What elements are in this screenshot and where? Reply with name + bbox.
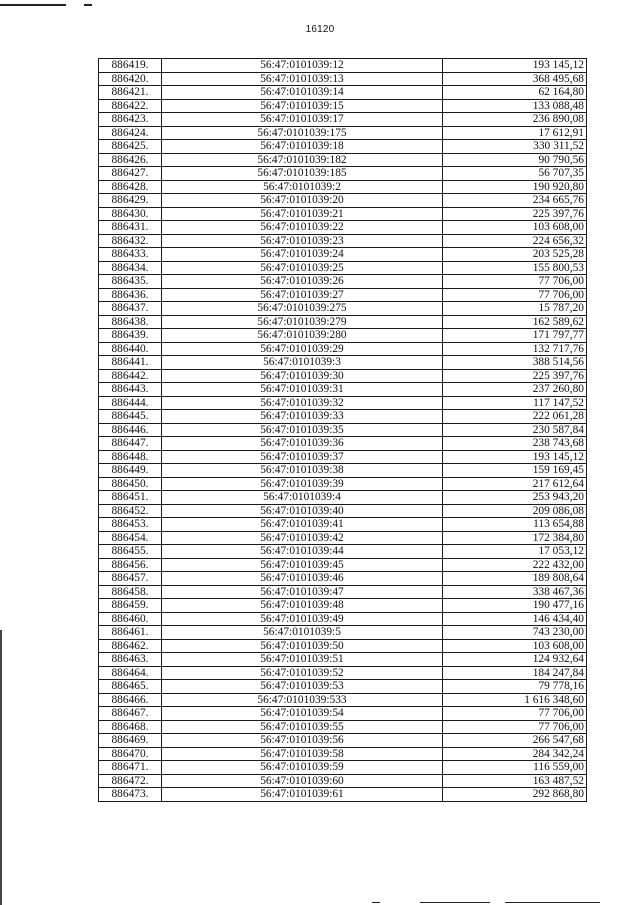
row-number-cell: 886431.	[99, 221, 162, 235]
table-row	[99, 329, 587, 343]
table-row	[99, 275, 587, 289]
row-number-cell: 886423.	[99, 113, 162, 127]
cadastral-number-cell: 56:47:0101039:39	[162, 477, 443, 491]
row-number-cell: 886424.	[99, 126, 162, 140]
cadastral-number-cell: 56:47:0101039:27	[162, 288, 443, 302]
table-row	[99, 194, 587, 208]
table-row	[99, 464, 587, 478]
row-number-cell: 886448.	[99, 450, 162, 464]
cadastral-value-cell: 132 717,76	[443, 342, 587, 356]
cadastral-value-cell: 146 434,40	[443, 612, 587, 626]
cadastral-value-cell: 103 608,00	[443, 639, 587, 653]
table-row	[99, 531, 587, 545]
cadastral-number-cell: 56:47:0101039:22	[162, 221, 443, 235]
cadastral-value-cell: 172 384,80	[443, 531, 587, 545]
cadastral-value-cell: 338 467,36	[443, 585, 587, 599]
table-row	[99, 774, 587, 788]
table-row	[99, 153, 587, 167]
row-number-cell: 886437.	[99, 302, 162, 316]
table-row	[99, 261, 587, 275]
table-body	[99, 59, 587, 802]
cadastral-number-cell: 56:47:0101039:55	[162, 720, 443, 734]
row-number-cell: 886473.	[99, 788, 162, 802]
cadastral-number-cell: 56:47:0101039:175	[162, 126, 443, 140]
table-row	[99, 383, 587, 397]
cadastral-value-cell: 209 086,08	[443, 504, 587, 518]
cadastral-number-cell: 56:47:0101039:4	[162, 491, 443, 505]
row-number-cell: 886439.	[99, 329, 162, 343]
row-number-cell: 886446.	[99, 423, 162, 437]
cadastral-value-cell: 117 147,52	[443, 396, 587, 410]
cadastral-number-cell: 56:47:0101039:30	[162, 369, 443, 383]
table-row	[99, 599, 587, 613]
cadastral-number-cell: 56:47:0101039:41	[162, 518, 443, 532]
cadastral-number-cell: 56:47:0101039:18	[162, 140, 443, 154]
row-number-cell: 886467.	[99, 707, 162, 721]
row-number-cell: 886450.	[99, 477, 162, 491]
cadastral-number-cell: 56:47:0101039:23	[162, 234, 443, 248]
cadastral-number-cell: 56:47:0101039:47	[162, 585, 443, 599]
cadastral-value-cell: 77 706,00	[443, 707, 587, 721]
row-number-cell: 886427.	[99, 167, 162, 181]
page-number: 16120	[305, 24, 335, 35]
cadastral-number-cell: 56:47:0101039:56	[162, 734, 443, 748]
row-number-cell: 886444.	[99, 396, 162, 410]
table-row	[99, 113, 587, 127]
cadastral-value-cell: 237 260,80	[443, 383, 587, 397]
cadastral-value-cell: 284 342,24	[443, 747, 587, 761]
row-number-cell: 886465.	[99, 680, 162, 694]
row-number-cell: 886472.	[99, 774, 162, 788]
table-row	[99, 356, 587, 370]
cadastral-value-cell: 77 706,00	[443, 720, 587, 734]
table-row	[99, 545, 587, 559]
cadastral-number-cell: 56:47:0101039:14	[162, 86, 443, 100]
row-number-cell: 886445.	[99, 410, 162, 424]
row-number-cell: 886430.	[99, 207, 162, 221]
cadastral-number-cell: 56:47:0101039:182	[162, 153, 443, 167]
cadastral-number-cell: 56:47:0101039:37	[162, 450, 443, 464]
cadastral-value-cell: 230 587,84	[443, 423, 587, 437]
table-row	[99, 666, 587, 680]
table-row	[99, 72, 587, 86]
table-row	[99, 369, 587, 383]
cadastral-value-cell: 103 608,00	[443, 221, 587, 235]
row-number-cell: 886421.	[99, 86, 162, 100]
cadastral-number-cell: 56:47:0101039:13	[162, 72, 443, 86]
cadastral-number-cell: 56:47:0101039:35	[162, 423, 443, 437]
cadastral-value-cell: 155 800,53	[443, 261, 587, 275]
cadastral-value-cell: 368 495,68	[443, 72, 587, 86]
cadastral-value-cell: 743 230,00	[443, 626, 587, 640]
cadastral-number-cell: 56:47:0101039:52	[162, 666, 443, 680]
scan-edge-mark	[84, 4, 92, 6]
cadastral-number-cell: 56:47:0101039:3	[162, 356, 443, 370]
table-row	[99, 477, 587, 491]
cadastral-value-cell: 159 169,45	[443, 464, 587, 478]
cadastral-value-cell: 163 487,52	[443, 774, 587, 788]
cadastral-value-cell: 171 797,77	[443, 329, 587, 343]
row-number-cell: 886459.	[99, 599, 162, 613]
cadastral-number-cell: 56:47:0101039:51	[162, 653, 443, 667]
row-number-cell: 886434.	[99, 261, 162, 275]
row-number-cell: 886471.	[99, 761, 162, 775]
cadastral-value-cell: 77 706,00	[443, 288, 587, 302]
table-row	[99, 747, 587, 761]
cadastral-value-cell: 17 053,12	[443, 545, 587, 559]
row-number-cell: 886451.	[99, 491, 162, 505]
table-row	[99, 234, 587, 248]
row-number-cell: 886462.	[99, 639, 162, 653]
cadastral-number-cell: 56:47:0101039:20	[162, 194, 443, 208]
cadastral-value-cell: 222 061,28	[443, 410, 587, 424]
row-number-cell: 886461.	[99, 626, 162, 640]
row-number-cell: 886454.	[99, 531, 162, 545]
cadastral-value-table	[98, 58, 587, 802]
row-number-cell: 886468.	[99, 720, 162, 734]
cadastral-value-cell: 77 706,00	[443, 275, 587, 289]
cadastral-value-cell: 113 654,88	[443, 518, 587, 532]
cadastral-number-cell: 56:47:0101039:33	[162, 410, 443, 424]
row-number-cell: 886436.	[99, 288, 162, 302]
row-number-cell: 886425.	[99, 140, 162, 154]
cadastral-number-cell: 56:47:0101039:46	[162, 572, 443, 586]
cadastral-value-cell: 330 311,52	[443, 140, 587, 154]
cadastral-value-cell: 238 743,68	[443, 437, 587, 451]
row-number-cell: 886457.	[99, 572, 162, 586]
cadastral-number-cell: 56:47:0101039:17	[162, 113, 443, 127]
cadastral-number-cell: 56:47:0101039:36	[162, 437, 443, 451]
table-row	[99, 288, 587, 302]
table-row	[99, 788, 587, 802]
cadastral-value-cell: 236 890,08	[443, 113, 587, 127]
cadastral-number-cell: 56:47:0101039:54	[162, 707, 443, 721]
row-number-cell: 886466.	[99, 693, 162, 707]
cadastral-number-cell: 56:47:0101039:48	[162, 599, 443, 613]
cadastral-value-cell: 133 088,48	[443, 99, 587, 113]
row-number-cell: 886458.	[99, 585, 162, 599]
table-row	[99, 396, 587, 410]
row-number-cell: 886420.	[99, 72, 162, 86]
cadastral-number-cell: 56:47:0101039:40	[162, 504, 443, 518]
row-number-cell: 886441.	[99, 356, 162, 370]
table-row	[99, 720, 587, 734]
cadastral-value-cell: 388 514,56	[443, 356, 587, 370]
cadastral-value-cell: 116 559,00	[443, 761, 587, 775]
table-row	[99, 248, 587, 262]
cadastral-value-cell: 79 778,16	[443, 680, 587, 694]
cadastral-number-cell: 56:47:0101039:44	[162, 545, 443, 559]
table-row	[99, 572, 587, 586]
cadastral-value-cell: 124 932,64	[443, 653, 587, 667]
scan-edge-mark	[0, 630, 2, 905]
cadastral-value-cell: 190 477,16	[443, 599, 587, 613]
cadastral-value-cell: 193 145,12	[443, 59, 587, 73]
row-number-cell: 886455.	[99, 545, 162, 559]
row-number-cell: 886442.	[99, 369, 162, 383]
table-row	[99, 693, 587, 707]
cadastral-number-cell: 56:47:0101039:2	[162, 180, 443, 194]
row-number-cell: 886453.	[99, 518, 162, 532]
table-row	[99, 761, 587, 775]
cadastral-number-cell: 56:47:0101039:53	[162, 680, 443, 694]
table-row	[99, 626, 587, 640]
cadastral-number-cell: 56:47:0101039:59	[162, 761, 443, 775]
cadastral-value-cell: 224 656,32	[443, 234, 587, 248]
row-number-cell: 886456.	[99, 558, 162, 572]
cadastral-value-cell: 193 145,12	[443, 450, 587, 464]
cadastral-value-cell: 62 164,80	[443, 86, 587, 100]
table-row	[99, 504, 587, 518]
table-row	[99, 315, 587, 329]
row-number-cell: 886463.	[99, 653, 162, 667]
row-number-cell: 886429.	[99, 194, 162, 208]
cadastral-value-cell: 253 943,20	[443, 491, 587, 505]
cadastral-value-cell: 292 868,80	[443, 788, 587, 802]
table-row	[99, 585, 587, 599]
cadastral-number-cell: 56:47:0101039:26	[162, 275, 443, 289]
cadastral-number-cell: 56:47:0101039:49	[162, 612, 443, 626]
table-row	[99, 207, 587, 221]
row-number-cell: 886426.	[99, 153, 162, 167]
table-row	[99, 423, 587, 437]
cadastral-number-cell: 56:47:0101039:45	[162, 558, 443, 572]
table-row	[99, 302, 587, 316]
table-row	[99, 680, 587, 694]
row-number-cell: 886433.	[99, 248, 162, 262]
cadastral-value-cell: 225 397,76	[443, 207, 587, 221]
cadastral-value-cell: 234 665,76	[443, 194, 587, 208]
table-row	[99, 99, 587, 113]
cadastral-value-cell: 266 547,68	[443, 734, 587, 748]
cadastral-number-cell: 56:47:0101039:24	[162, 248, 443, 262]
cadastral-number-cell: 56:47:0101039:21	[162, 207, 443, 221]
row-number-cell: 886443.	[99, 383, 162, 397]
cadastral-value-cell: 222 432,00	[443, 558, 587, 572]
table-row	[99, 653, 587, 667]
row-number-cell: 886470.	[99, 747, 162, 761]
cadastral-value-cell: 190 920,80	[443, 180, 587, 194]
table-row	[99, 140, 587, 154]
table-row	[99, 518, 587, 532]
table-row	[99, 450, 587, 464]
scan-edge-mark	[0, 4, 66, 6]
cadastral-value-cell: 217 612,64	[443, 477, 587, 491]
cadastral-number-cell: 56:47:0101039:60	[162, 774, 443, 788]
row-number-cell: 886438.	[99, 315, 162, 329]
cadastral-value-cell: 1 616 348,60	[443, 693, 587, 707]
cadastral-number-cell: 56:47:0101039:15	[162, 99, 443, 113]
cadastral-value-cell: 17 612,91	[443, 126, 587, 140]
cadastral-number-cell: 56:47:0101039:29	[162, 342, 443, 356]
cadastral-number-cell: 56:47:0101039:31	[162, 383, 443, 397]
cadastral-number-cell: 56:47:0101039:185	[162, 167, 443, 181]
scan-edge-mark	[372, 902, 380, 904]
row-number-cell: 886449.	[99, 464, 162, 478]
cadastral-number-cell: 56:47:0101039:280	[162, 329, 443, 343]
row-number-cell: 886447.	[99, 437, 162, 451]
table-row	[99, 167, 587, 181]
cadastral-value-cell: 15 787,20	[443, 302, 587, 316]
cadastral-number-cell: 56:47:0101039:5	[162, 626, 443, 640]
table-row	[99, 734, 587, 748]
cadastral-number-cell: 56:47:0101039:25	[162, 261, 443, 275]
cadastral-number-cell: 56:47:0101039:32	[162, 396, 443, 410]
cadastral-value-cell: 162 589,62	[443, 315, 587, 329]
table-row	[99, 707, 587, 721]
cadastral-number-cell: 56:47:0101039:61	[162, 788, 443, 802]
row-number-cell: 886428.	[99, 180, 162, 194]
cadastral-value-cell: 90 790,56	[443, 153, 587, 167]
table-row	[99, 59, 587, 73]
table-row	[99, 639, 587, 653]
cadastral-value-cell: 203 525,28	[443, 248, 587, 262]
table-row	[99, 410, 587, 424]
cadastral-value-cell: 56 707,35	[443, 167, 587, 181]
row-number-cell: 886432.	[99, 234, 162, 248]
table-row	[99, 221, 587, 235]
cadastral-value-cell: 184 247,84	[443, 666, 587, 680]
row-number-cell: 886440.	[99, 342, 162, 356]
cadastral-number-cell: 56:47:0101039:279	[162, 315, 443, 329]
cadastral-number-cell: 56:47:0101039:533	[162, 693, 443, 707]
cadastral-value-cell: 189 808,64	[443, 572, 587, 586]
row-number-cell: 886452.	[99, 504, 162, 518]
table-row	[99, 126, 587, 140]
cadastral-number-cell: 56:47:0101039:12	[162, 59, 443, 73]
scan-edge-mark	[505, 902, 600, 904]
table-row	[99, 180, 587, 194]
table-row	[99, 558, 587, 572]
scan-edge-mark	[420, 902, 490, 904]
cadastral-number-cell: 56:47:0101039:42	[162, 531, 443, 545]
table-row	[99, 612, 587, 626]
cadastral-number-cell: 56:47:0101039:50	[162, 639, 443, 653]
row-number-cell: 886460.	[99, 612, 162, 626]
row-number-cell: 886419.	[99, 59, 162, 73]
row-number-cell: 886435.	[99, 275, 162, 289]
table-row	[99, 491, 587, 505]
table-row	[99, 342, 587, 356]
cadastral-value-cell: 225 397,76	[443, 369, 587, 383]
cadastral-number-cell: 56:47:0101039:275	[162, 302, 443, 316]
cadastral-number-cell: 56:47:0101039:58	[162, 747, 443, 761]
table-row	[99, 437, 587, 451]
cadastral-number-cell: 56:47:0101039:38	[162, 464, 443, 478]
row-number-cell: 886422.	[99, 99, 162, 113]
table-row	[99, 86, 587, 100]
row-number-cell: 886469.	[99, 734, 162, 748]
row-number-cell: 886464.	[99, 666, 162, 680]
